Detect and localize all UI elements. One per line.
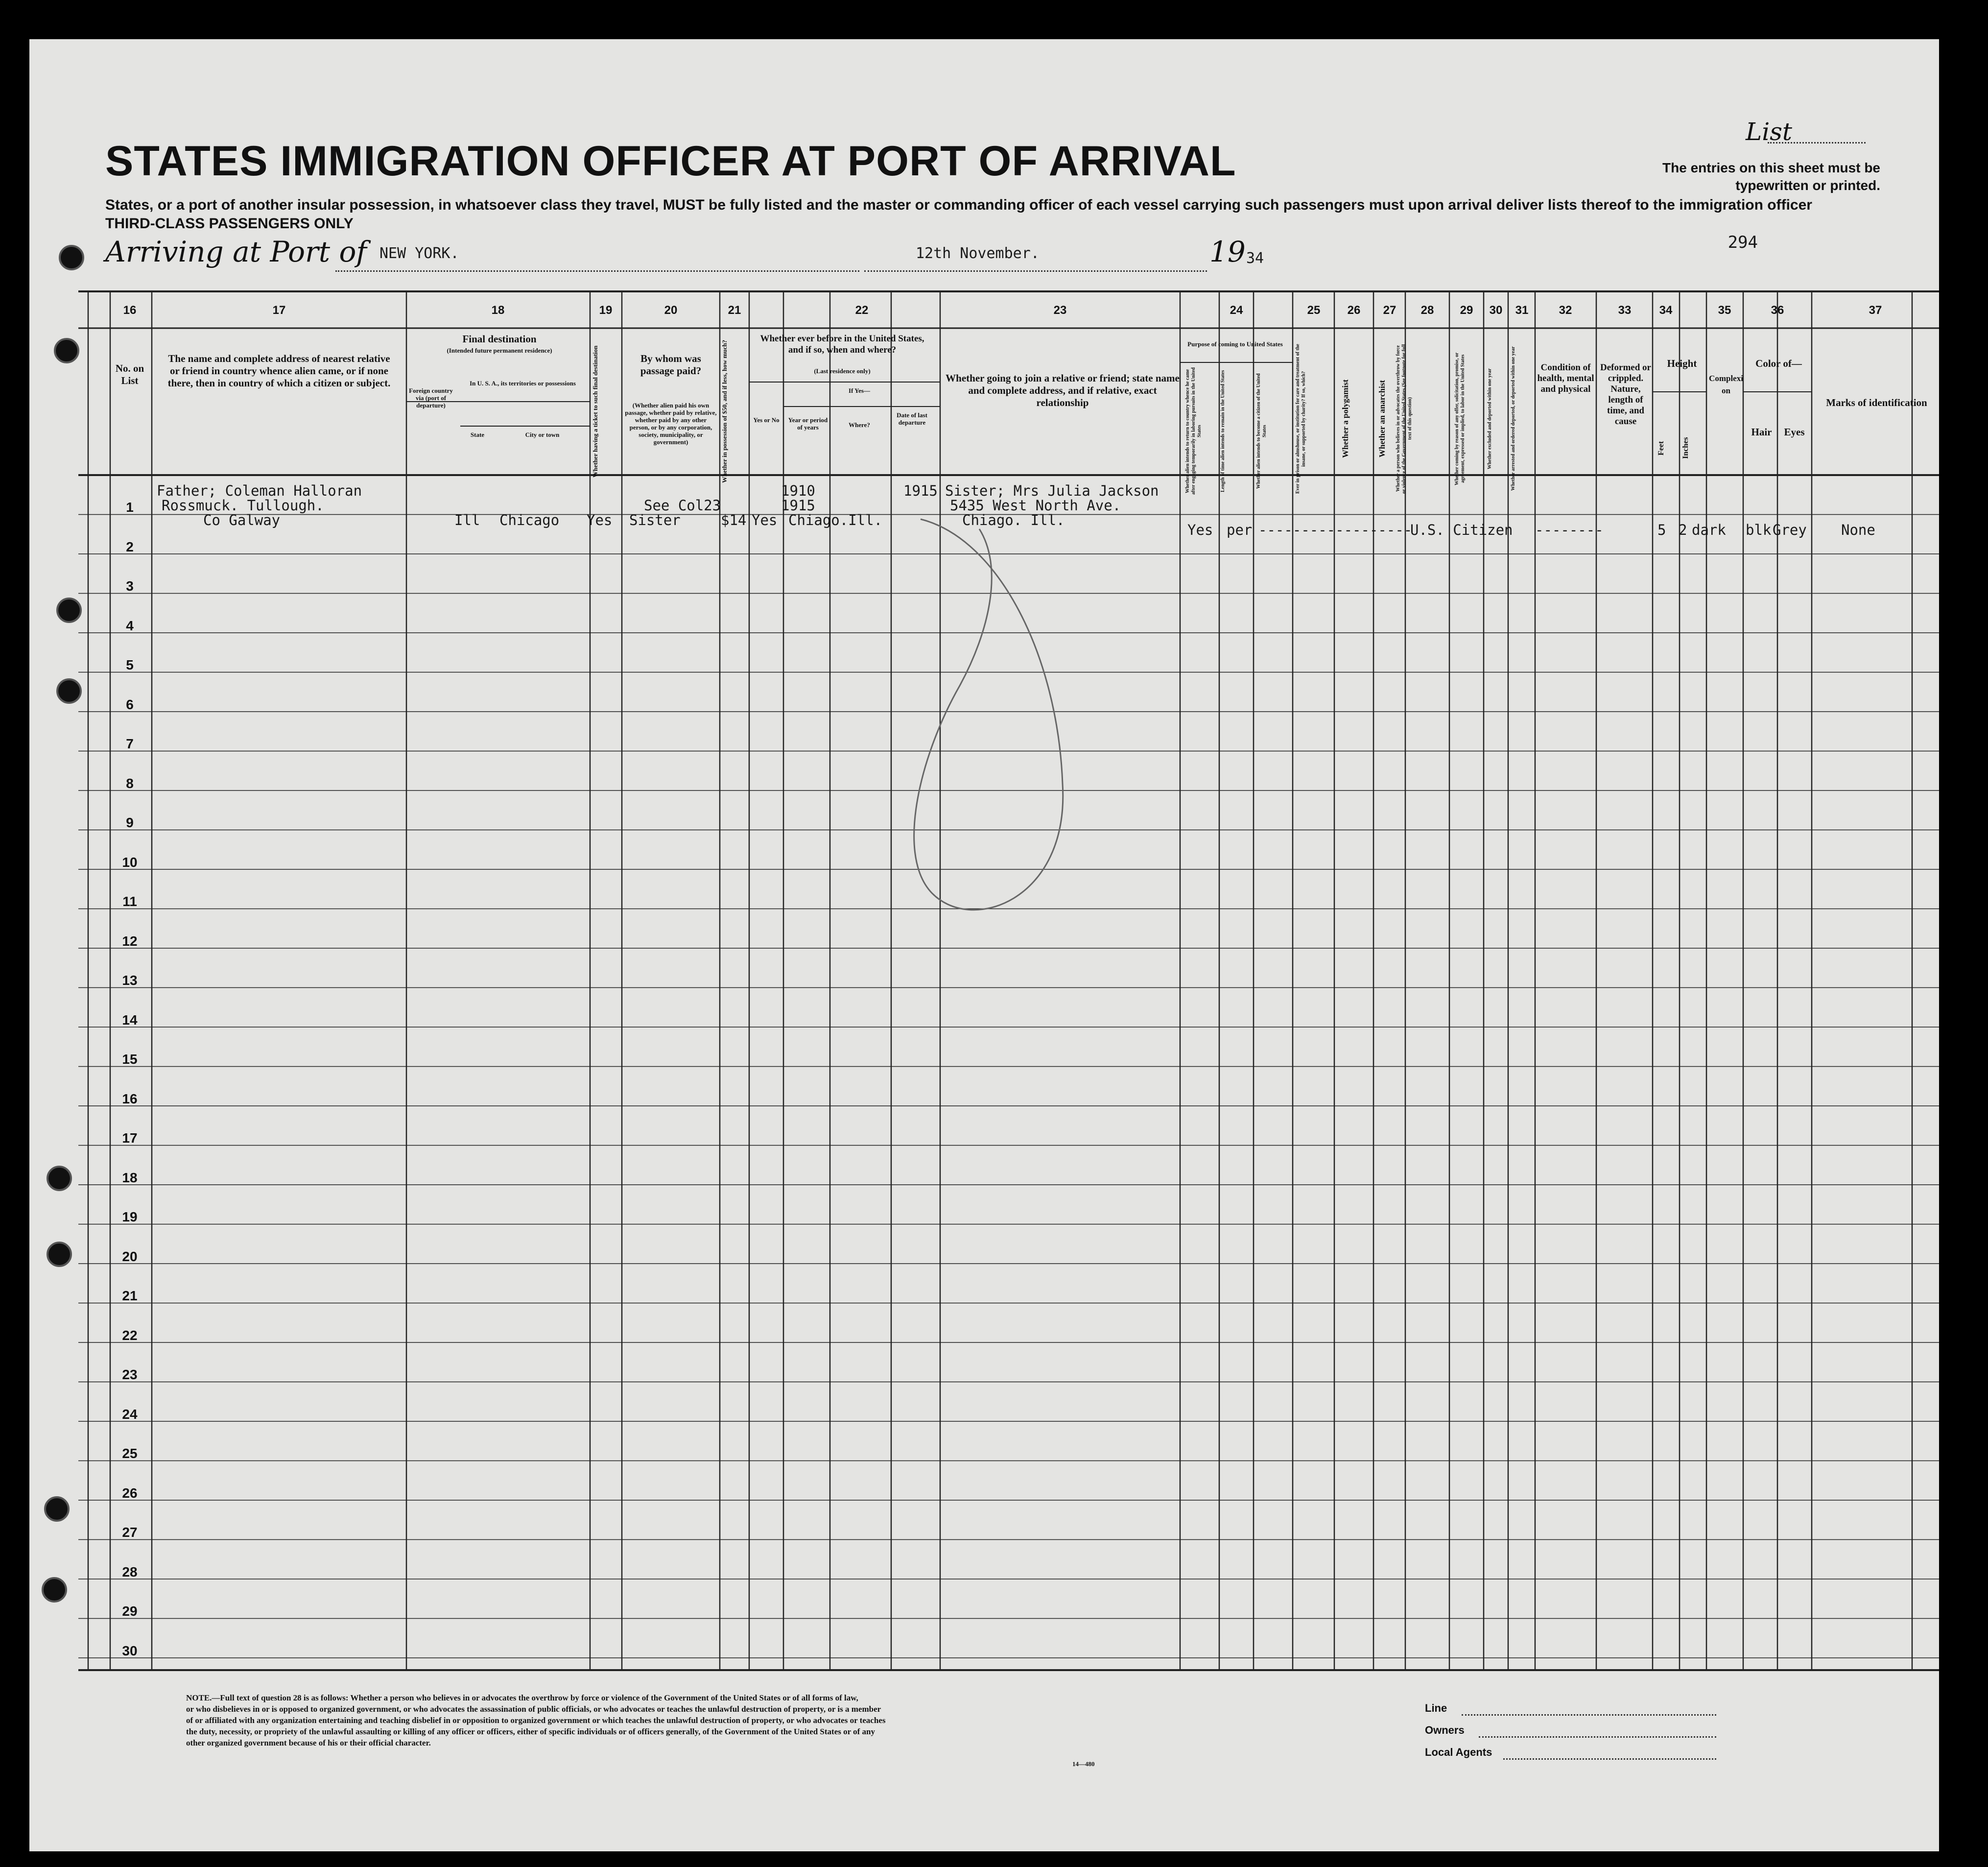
col33-header: Deformed or crippled. Nature, length of time, and cause: [1600, 362, 1651, 427]
col31-header: Whether arrested and ordered deported, or deported within one year: [1511, 346, 1516, 491]
column-number: 25: [1307, 304, 1321, 317]
notice-line-1: States, or a port of another insular possession, in whatsoever class they travel, MUST be fully listed and the master or commanding officer of each vessel carrying such passengers must upon arrival deliver lists thereof to the immigration officer: [105, 197, 1812, 213]
entry-inches: 2: [1679, 522, 1687, 538]
column-number: 17: [272, 304, 286, 317]
row-number: 16: [122, 1091, 138, 1106]
binder-hole: [44, 1496, 70, 1522]
row-number: 6: [126, 696, 134, 712]
row-number: 3: [126, 578, 134, 594]
row-number: 4: [126, 618, 134, 633]
row-number: 29: [122, 1604, 138, 1619]
col36-hair-header: Hair: [1751, 426, 1772, 438]
footnote-line-5: other organized government because of his or their official character.: [186, 1738, 431, 1747]
col23-header: Whether going to join a relative or friend; state name and complete address, and if relative, exact relationship: [946, 372, 1180, 408]
row-number: 23: [122, 1367, 138, 1382]
manifest-sheet: [29, 39, 1939, 1851]
form-number: 14—480: [1072, 1760, 1095, 1768]
col21-header: Whether in possession of $50, and if less, how much?: [721, 340, 728, 483]
entry-before-where: Chiago.Ill.: [788, 512, 883, 528]
col18-foreign-header: Foreign country via (port of departure): [409, 387, 453, 409]
row-number: 7: [126, 736, 134, 751]
binder-hole: [56, 678, 82, 704]
column-number: 21: [728, 304, 741, 317]
column-number: 23: [1053, 304, 1067, 317]
column-number: 27: [1383, 304, 1396, 317]
row-number: 5: [126, 657, 134, 672]
col19-header: Whether having a ticket to such final destination: [592, 345, 599, 478]
owners-label: Owners: [1425, 1724, 1465, 1736]
binder-hole: [54, 338, 79, 363]
entry-intends-citizen: Yes: [1187, 522, 1213, 538]
sheet-number: 294: [1728, 233, 1758, 252]
column-number: 37: [1869, 304, 1882, 317]
entry-eyes: Grey: [1773, 522, 1807, 538]
col35-header: Complexion: [1709, 374, 1743, 395]
row-number: 15: [122, 1052, 138, 1067]
footnote-line-3: of or affiliated with any organization entertaining and teaching disbelief in or opposition to organized government or which teaches the unlawful destruction of property, or who advocates or teaches: [186, 1716, 886, 1725]
col22-date-header: Date of last departure: [897, 411, 927, 426]
entry-relative-line2: Rossmuck. Tullough.: [162, 497, 324, 514]
binder-hole: [56, 598, 82, 623]
port-value: NEW YORK.: [379, 245, 459, 262]
col18-usa-header: In U. S. A., its territories or possessions: [470, 380, 576, 387]
col26-header: Whether a polygamist: [1341, 379, 1350, 458]
col22-header: Whether ever before in the United States, and if so, when and where?: [760, 334, 924, 355]
col18-header: Final destination: [462, 333, 537, 345]
col34-inches-header: Inches: [1681, 437, 1690, 459]
column-number: 32: [1559, 304, 1572, 317]
notice-line-2: THIRD-CLASS PASSENGERS ONLY: [105, 215, 354, 232]
col29-header: Whether coming by reason of any offer, solicitation, promise, or agreement, expressed or implied, to labor in the United States: [1454, 352, 1466, 485]
col24a-header: Whether alien intends to return to country whence he came after engaging temporarily in laboring pursuits in the United States: [1185, 367, 1202, 495]
row-number: 9: [126, 815, 134, 830]
year-suffix: 34: [1246, 250, 1264, 267]
line-field: [1462, 1714, 1716, 1716]
row-number: 12: [122, 933, 138, 949]
column-number: 31: [1515, 304, 1529, 317]
entry-paid-line1: See Col23: [644, 497, 721, 514]
col24c-header: Whether alien intends to become a citizen of the United States: [1256, 373, 1267, 489]
entry-before-year2: 1915: [781, 497, 815, 514]
column-number: 30: [1489, 304, 1503, 317]
entry-dashes-a: ------------------: [1258, 522, 1413, 538]
col36-header: Color of—: [1755, 358, 1802, 369]
col28-header: Whether a person who believes in or advocates the overthrow by force or violence of the Government of the United States (See footnote for full text of this question): [1396, 344, 1413, 494]
row-number: 8: [126, 775, 134, 791]
col20-note: (Whether alien paid his own passage, whether paid by relative, whether paid by any other person, or by any corporation, society, municipality, or government): [625, 402, 717, 446]
column-number: 29: [1460, 304, 1473, 317]
row-number: 21: [122, 1288, 138, 1303]
column-number: 20: [664, 304, 678, 317]
col24b-header: Length of time alien intends to remain in the United States: [1220, 370, 1226, 492]
row-number: 22: [122, 1327, 138, 1343]
entry-feet: 5: [1657, 522, 1666, 538]
entry-join-line3: Chiago. Ill.: [962, 512, 1065, 528]
binder-hole: [59, 245, 84, 270]
date-value: 12th November.: [916, 245, 1040, 262]
entry-city: Chicago: [499, 512, 560, 528]
entry-us-citizen: U.S. Citizen: [1410, 522, 1513, 538]
column-number: 22: [855, 304, 869, 317]
row-number: 28: [122, 1564, 138, 1580]
arriving-label: Arriving at Port of: [105, 235, 367, 268]
col16-header: No. on List: [115, 362, 144, 386]
col36-eyes-header: Eyes: [1784, 426, 1805, 438]
entry-relative-line3: Co Galway: [203, 512, 281, 528]
column-number: 19: [599, 304, 613, 317]
col22-yesno-header: Yes or No: [753, 416, 780, 424]
row-number: 2: [126, 539, 134, 554]
row-number: 27: [122, 1525, 138, 1540]
col18-state-header: State: [470, 431, 485, 438]
row-number: 17: [122, 1130, 138, 1146]
row-number: 18: [122, 1170, 138, 1185]
agents-label: Local Agents: [1425, 1746, 1492, 1758]
entry-complexion: dark: [1692, 522, 1726, 538]
col24-header: Purpose of coming to United States: [1187, 340, 1283, 348]
footnote: [186, 1692, 1410, 1748]
footnote-line-1: NOTE.—Full text of question 28 is as follows: Whether a person who believes in or advocates the overthrow by force or violence of the Government of the United States or of all forms of law,: [186, 1693, 858, 1702]
footnote-line-2: or who disbelieves in or is opposed to organized government, or who advocates the assassination of public officials, or who advocates or teaches the unlawful destruction of property, or is a member: [186, 1704, 881, 1714]
entry-ticket: Yes: [587, 512, 613, 528]
row-number: 1: [126, 500, 134, 515]
col25-header: Ever in prison or almshouse, or institution for care and treatment of the insane, or supported by charity? If so, which?: [1295, 344, 1306, 494]
col22-where-header: Where?: [849, 421, 870, 429]
pencil-loop-mark: [901, 509, 1107, 960]
entry-join-line2: 5435 West North Ave.: [950, 497, 1121, 514]
col27-header: Whether an anarchist: [1377, 380, 1387, 458]
agents-field: [1503, 1758, 1716, 1760]
col22-year-header: Year or period of years: [788, 416, 828, 431]
col34-feet-header: Feet: [1657, 441, 1665, 455]
col32-header: Condition of health, mental and physical: [1537, 362, 1594, 394]
row-number: 20: [122, 1248, 138, 1264]
entry-paid-line2: Sister: [629, 512, 681, 528]
line-label: Line: [1425, 1702, 1447, 1714]
list-label: List: [1746, 118, 1792, 146]
year-prefix: 19: [1209, 235, 1246, 268]
col34-header: Height: [1667, 358, 1697, 369]
entry-dashes-b: --------: [1535, 522, 1604, 538]
binder-hole: [47, 1242, 72, 1267]
column-number: 16: [123, 304, 137, 317]
binder-hole: [42, 1577, 67, 1603]
col30-header: Whether excluded and deported within one year: [1487, 368, 1492, 469]
column-number: 26: [1347, 304, 1361, 317]
row-number: 11: [122, 894, 137, 909]
entry-hair: blk: [1746, 522, 1772, 538]
col37-header: Marks of identification: [1826, 397, 1927, 408]
entry-marks: None: [1841, 522, 1875, 538]
entry-money: $14: [721, 512, 747, 528]
entry-before-yes: Yes: [752, 512, 778, 528]
owners-field: [1479, 1736, 1716, 1738]
column-number: 18: [491, 304, 505, 317]
column-number: 24: [1230, 304, 1243, 317]
entry-before-year1: 1910: [781, 482, 815, 499]
col22-subheader: (Last residence only): [814, 367, 871, 375]
row-number: 26: [122, 1485, 138, 1501]
page-title: STATES IMMIGRATION OFFICER AT PORT OF ARRIVAL: [105, 138, 1236, 185]
footnote-line-4: the duty, necessity, or propriety of the unlawful assaulting or killing of any officer or officers, either of specific individuals or of officers generally, of the Government of the United States or of any: [186, 1727, 875, 1736]
row-number: 14: [122, 1012, 138, 1028]
column-number: 33: [1618, 304, 1632, 317]
entry-state: Ill: [454, 512, 480, 528]
entry-length-stay: per: [1227, 522, 1253, 538]
row-number: 10: [122, 854, 138, 870]
row-number: 25: [122, 1446, 138, 1461]
binder-hole: [47, 1166, 72, 1191]
col18-city-header: City or town: [525, 431, 560, 438]
column-number: 28: [1420, 304, 1434, 317]
entry-relative-line1: Father; Coleman Halloran: [157, 482, 362, 499]
entry-last-departure: 1915: [903, 482, 938, 499]
row-number: 30: [122, 1643, 138, 1658]
col17-header: The name and complete address of nearest relative or friend in country whence alien came, or if none there, then in country of which a citizen or subject.: [167, 353, 391, 389]
col22-ifyes-header: If Yes—: [849, 387, 870, 394]
entries-note: The entries on this sheet must be typewritten or printed.: [1662, 160, 1880, 193]
column-number: 36: [1771, 304, 1784, 317]
row-number: 13: [122, 973, 138, 988]
row-number: 19: [122, 1209, 138, 1224]
row-number: 24: [122, 1406, 138, 1422]
entry-join-line1: Sister; Mrs Julia Jackson: [945, 482, 1159, 499]
column-number: 35: [1718, 304, 1731, 317]
col20-header: By whom was passage paid?: [640, 353, 702, 377]
col18-subheader: (Intended future permanent residence): [447, 347, 552, 354]
column-number: 34: [1659, 304, 1673, 317]
